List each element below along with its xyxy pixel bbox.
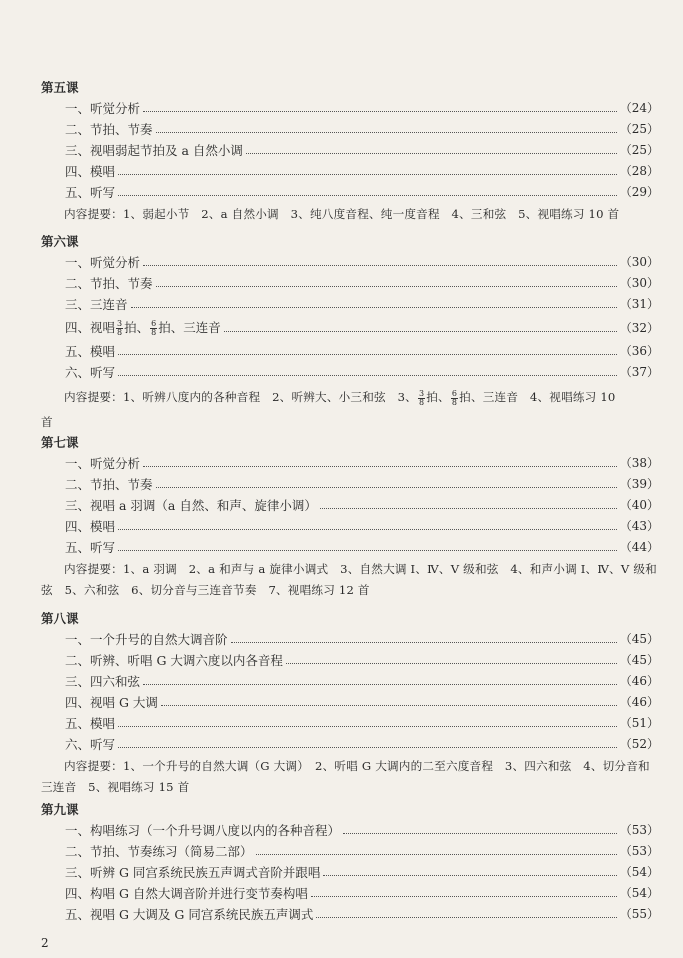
- entry-label: 一、构唱练习（一个升号调八度以内的各种音程）: [65, 823, 341, 838]
- entry-label: 六、听写: [65, 365, 116, 380]
- lesson-summary: 内容提要：1、a 羽调 2、a 和声与 a 旋律小调式 3、自然大调 Ⅰ、Ⅳ、Ⅴ 级和弦 4、和声小调 Ⅰ、Ⅳ、Ⅴ 级和弦 5、六和弦 6、切分音与三连音节奏 7、视唱练习 12 首: [41, 562, 657, 597]
- lesson-6: [41, 232, 659, 433]
- toc-entry[interactable]: [41, 140, 659, 161]
- leader-dots: [156, 132, 617, 133]
- entry-page: （30）: [619, 255, 659, 269]
- entry-label: 二、听辨、听唱 G 大调六度以内各音程: [65, 653, 283, 668]
- toc-entry[interactable]: [41, 362, 659, 383]
- entry-page: （30）: [619, 276, 659, 290]
- entry-page: （36）: [619, 344, 659, 358]
- entry-label: 四、构唱 G 自然大调音阶并进行变节奏构唱: [65, 886, 308, 901]
- toc-entry[interactable]: [41, 650, 659, 671]
- entry-page: （51）: [619, 716, 659, 730]
- leader-dots: [118, 747, 617, 748]
- entry-label: 三、四六和弦: [65, 674, 141, 689]
- entry-page: （37）: [619, 365, 659, 379]
- entry-page: （55）: [619, 907, 659, 921]
- entry-page: （46）: [619, 695, 659, 709]
- entry-page: （39）: [619, 477, 659, 491]
- entry-page: （46）: [619, 674, 659, 688]
- entry-page: （24）: [619, 101, 659, 115]
- entry-page: （38）: [619, 456, 659, 470]
- leader-dots: [286, 663, 617, 664]
- lesson-7: [41, 433, 659, 601]
- toc-entry[interactable]: [41, 294, 659, 315]
- leader-dots: [224, 331, 617, 332]
- entry-page: （40）: [619, 498, 659, 512]
- entry-label: 五、模唱: [65, 716, 116, 731]
- entry-page: （54）: [619, 865, 659, 879]
- entry-label: 四、模唱: [65, 519, 116, 534]
- leader-dots: [131, 307, 617, 308]
- toc-entry[interactable]: [41, 453, 659, 474]
- entry-label: 一、听觉分析: [65, 101, 141, 116]
- toc-entry[interactable]: [41, 734, 659, 755]
- entry-label-part: 拍、: [124, 320, 150, 335]
- page-number: 2: [41, 936, 49, 950]
- entry-label: 二、节拍、节奏练习（简易二部）: [65, 844, 253, 859]
- entry-label: 二、节拍、节奏: [65, 122, 153, 137]
- leader-dots: [118, 174, 617, 175]
- leader-dots: [143, 265, 617, 266]
- entry-page: （45）: [619, 632, 659, 646]
- leader-dots: [343, 833, 617, 834]
- leader-dots: [118, 354, 617, 355]
- leader-dots: [118, 375, 617, 376]
- fraction-numerator: 3: [418, 388, 425, 398]
- toc-entry[interactable]: [41, 119, 659, 140]
- toc-entry[interactable]: [41, 273, 659, 294]
- toc-entry[interactable]: [41, 713, 659, 734]
- toc-entry[interactable]: [41, 671, 659, 692]
- entry-label: 三、视唱 a 羽调（a 自然、和声、旋律小调）: [65, 498, 317, 513]
- lesson-5: [41, 78, 659, 225]
- lesson-summary: 内容提要：1、弱起小节 2、a 自然小调 3、纯八度音程、纯一度音程 4、三和弦 5、视唱练习 10 首: [64, 207, 620, 221]
- entry-page: （53）: [619, 823, 659, 837]
- entry-label: 五、听写: [65, 540, 116, 555]
- toc-entry[interactable]: [41, 629, 659, 650]
- fraction-numerator: 6: [151, 319, 157, 328]
- leader-dots: [156, 487, 617, 488]
- toc-entry[interactable]: [41, 883, 659, 904]
- leader-dots: [118, 195, 617, 196]
- fraction-numerator: 3: [117, 319, 123, 328]
- lesson-9: [41, 800, 659, 925]
- fraction-6-8: [150, 320, 157, 337]
- fraction-3-8: [116, 320, 123, 337]
- entry-label: [65, 315, 221, 341]
- toc-entry[interactable]: [41, 98, 659, 119]
- entry-label: 三、三连音: [65, 297, 128, 312]
- entry-label-part: 四、视唱: [65, 320, 116, 335]
- entry-page: （29）: [619, 185, 659, 199]
- leader-dots: [311, 896, 617, 897]
- entry-page: （52）: [619, 737, 659, 751]
- lesson-8: [41, 609, 659, 798]
- entry-label: 四、视唱 G 大调: [65, 695, 158, 710]
- lesson-summary-cont: 首: [41, 415, 53, 429]
- entry-label: 一、一个升号的自然大调音阶: [65, 632, 228, 647]
- toc-entry[interactable]: [41, 474, 659, 495]
- summary-part: 拍、: [426, 390, 450, 404]
- fraction-denominator: 8: [451, 397, 458, 407]
- toc-entry[interactable]: [41, 862, 659, 883]
- entry-page: （45）: [619, 653, 659, 667]
- entry-label: 五、听写: [65, 185, 116, 200]
- leader-dots: [316, 917, 616, 918]
- entry-page: （43）: [619, 519, 659, 533]
- entry-label: 五、模唱: [65, 344, 116, 359]
- entry-page: （25）: [619, 122, 659, 136]
- toc-entry[interactable]: [41, 537, 659, 558]
- toc-entry[interactable]: [41, 161, 659, 182]
- toc-entry[interactable]: [41, 516, 659, 537]
- fraction-denominator: 8: [151, 328, 157, 337]
- toc-entry[interactable]: [41, 341, 659, 362]
- leader-dots: [143, 111, 617, 112]
- lesson-title: 第五课: [41, 80, 79, 95]
- fraction-6-8: [451, 390, 458, 407]
- leader-dots: [161, 705, 617, 706]
- entry-page: （44）: [619, 540, 659, 554]
- leader-dots: [118, 550, 617, 551]
- toc-entry[interactable]: [41, 841, 659, 862]
- entry-label: 二、节拍、节奏: [65, 477, 153, 492]
- fraction-3-8: [418, 390, 425, 407]
- toc-entry[interactable]: [41, 315, 659, 341]
- fraction-denominator: 8: [117, 328, 123, 337]
- entry-page: （25）: [619, 143, 659, 157]
- leader-dots: [323, 875, 616, 876]
- toc-entry[interactable]: [41, 820, 659, 841]
- fraction-denominator: 8: [418, 397, 425, 407]
- toc-entry[interactable]: [41, 182, 659, 203]
- lesson-title: 第九课: [41, 802, 79, 817]
- leader-dots: [231, 642, 617, 643]
- toc-entry[interactable]: [41, 495, 659, 516]
- toc-entry[interactable]: [41, 904, 659, 925]
- entry-label: 五、视唱 G 大调及 G 同宫系统民族五声调式: [65, 907, 314, 922]
- entry-page: （54）: [619, 886, 659, 900]
- entry-label: 一、听觉分析: [65, 456, 141, 471]
- entry-label: 三、视唱弱起节拍及 a 自然小调: [65, 143, 243, 158]
- leader-dots: [320, 508, 617, 509]
- leader-dots: [143, 466, 617, 467]
- toc-entry[interactable]: [41, 692, 659, 713]
- entry-page: （53）: [619, 844, 659, 858]
- entry-page: （28）: [619, 164, 659, 178]
- entry-page: （31）: [619, 297, 659, 311]
- entry-label: 六、听写: [65, 737, 116, 752]
- lesson-title: 第六课: [41, 234, 79, 249]
- entry-page: （32）: [619, 321, 659, 335]
- entry-label: 三、听辨 G 同宫系统民族五声调式音阶并跟唱: [65, 865, 321, 880]
- lesson-title: 第七课: [41, 435, 79, 450]
- entry-label: 一、听觉分析: [65, 255, 141, 270]
- leader-dots: [143, 684, 617, 685]
- lesson-summary: [41, 384, 659, 410]
- leader-dots: [256, 854, 617, 855]
- summary-part: 拍、三连音 4、视唱练习 10: [459, 390, 616, 404]
- leader-dots: [118, 529, 617, 530]
- toc-entry[interactable]: [41, 252, 659, 273]
- entry-label-part: 拍、三连音: [158, 320, 221, 335]
- lesson-summary: 内容提要：1、一个升号的自然大调（G 大调） 2、听唱 G 大调内的二至六度音程 3、四六和弦 4、切分音和三连音 5、视唱练习 15 首: [41, 759, 650, 794]
- entry-label: 二、节拍、节奏: [65, 276, 153, 291]
- entry-label: 四、模唱: [65, 164, 116, 179]
- leader-dots: [118, 726, 617, 727]
- fraction-numerator: 6: [451, 388, 458, 398]
- lesson-title: 第八课: [41, 611, 79, 626]
- leader-dots: [246, 153, 617, 154]
- leader-dots: [156, 286, 617, 287]
- summary-part: 内容提要：1、听辨八度内的各种音程 2、听辨大、小三和弦 3、: [64, 390, 417, 404]
